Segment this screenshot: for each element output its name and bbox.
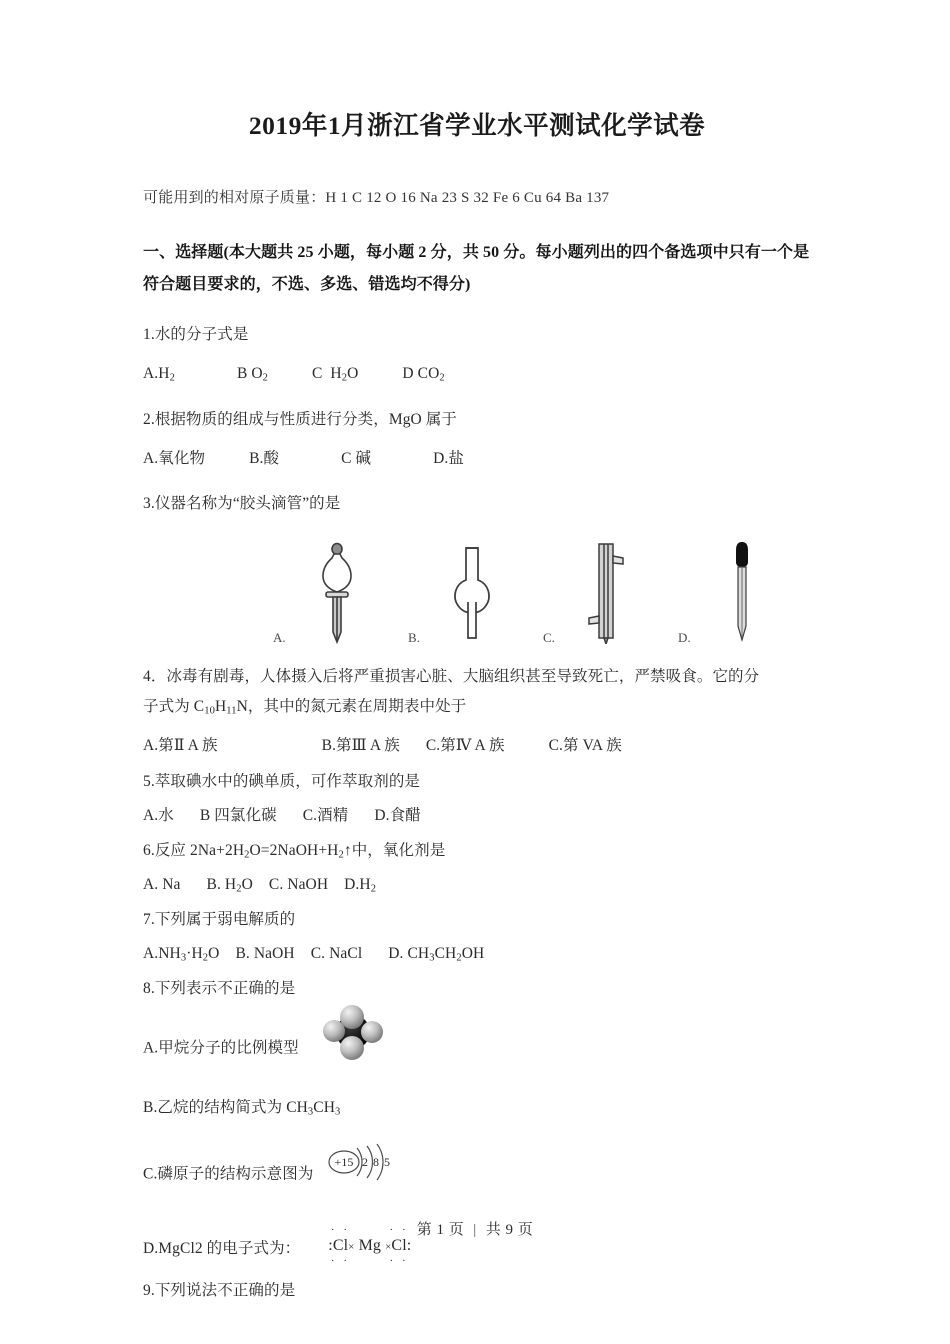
q4-option-d: C.第 VA 族 bbox=[548, 737, 622, 755]
footer-total-pages: 共 9 页 bbox=[485, 1222, 534, 1238]
q4-formula-pre: 子式为 C bbox=[143, 697, 205, 715]
condenser-icon bbox=[579, 540, 635, 644]
q4-option-b: B.第Ⅲ A 族 bbox=[321, 737, 400, 755]
q6-stem-post: O=2NaOH+H bbox=[249, 841, 339, 859]
q4-option-a: A.第Ⅱ A 族 bbox=[143, 737, 218, 755]
q4-sub-c: 10 bbox=[204, 705, 215, 717]
question-6-stem: 6.反应 $2Na+2H_2O=2NaOH+H_2↑$中，氧化剂是 bbox=[143, 841, 446, 861]
mgcl2-left-colon: : bbox=[328, 1236, 333, 1254]
question-3-stem: 3.仪器名称为“胶头滴管”的是 bbox=[143, 495, 341, 513]
question-3-apparatus-row bbox=[143, 534, 811, 646]
q1-option-d: D $CO_2$ bbox=[402, 365, 445, 385]
question-8-option-c-row bbox=[143, 1135, 811, 1215]
mgcl2-cl-left: Cl bbox=[332, 1236, 349, 1254]
separating-funnel-icon bbox=[309, 540, 365, 644]
q5-option-c: C.酒精 bbox=[302, 807, 349, 825]
q8-option-d-label: D.MgCl2 的电子式为： bbox=[143, 1239, 301, 1257]
cl-right-dots-top: · · bbox=[389, 1223, 409, 1236]
page-footer bbox=[0, 1218, 950, 1239]
page-content bbox=[143, 100, 811, 1303]
q6-stem-pre: 6.反应 2Na+2H bbox=[143, 841, 245, 859]
question-7-stem: 7.下列属于弱电解质的 bbox=[143, 910, 296, 928]
q4-option-c: C.第Ⅳ A 族 bbox=[425, 737, 505, 755]
mgcl2-mg: Mg bbox=[358, 1236, 381, 1254]
q7-option-c: C. NaCl bbox=[310, 945, 363, 963]
q7-option-d: D. $CH_3CH_2OH$ bbox=[388, 945, 485, 964]
mgcl2-cl-right: Cl bbox=[391, 1236, 407, 1254]
question-8-option-a-row bbox=[143, 1005, 811, 1093]
methane-model-icon bbox=[321, 1005, 385, 1063]
footer-current-page: 第 1 页 bbox=[416, 1222, 465, 1238]
q8-option-b-pre: B.乙烷的结构简式为 CH bbox=[143, 1098, 308, 1116]
round-bottom-flask-icon bbox=[444, 540, 500, 644]
apparatus-d-label: D. bbox=[678, 630, 691, 646]
apparatus-option-b bbox=[406, 534, 516, 646]
q6-option-c: C. NaOH bbox=[268, 876, 329, 894]
question-8-stem: 8.下列表示不正确的是 bbox=[143, 979, 296, 997]
question-7-options bbox=[143, 941, 811, 967]
q5-option-a: A.水 bbox=[143, 807, 174, 825]
q6-stem-tail: ↑中，氧化剂是 bbox=[343, 841, 446, 859]
question-4-options bbox=[143, 733, 811, 758]
apparatus-a-label: A. bbox=[273, 630, 286, 646]
q1-option-c: C $H_2O$ bbox=[312, 365, 359, 385]
q7-option-b: B. NaOH bbox=[235, 945, 295, 963]
question-5-options bbox=[143, 803, 811, 828]
apparatus-option-a bbox=[271, 534, 381, 646]
cl-left-dots-top: · · bbox=[330, 1223, 351, 1236]
methane-space-filling-model bbox=[321, 1005, 385, 1063]
phos-shell-1: 2 bbox=[362, 1154, 369, 1169]
q8-option-b-mid: CH bbox=[313, 1098, 336, 1116]
q6-option-d: $D.H_2$ bbox=[344, 876, 377, 895]
phos-shell-2: 8 bbox=[373, 1154, 380, 1169]
footer-separator: | bbox=[473, 1222, 477, 1238]
question-2-options bbox=[143, 446, 811, 471]
q2-option-d: D.盐 bbox=[433, 450, 464, 468]
mgcl2-cross-right: × bbox=[385, 1240, 392, 1253]
q2-option-a: A.氧化物 bbox=[143, 450, 206, 468]
phosphorus-atom-structure-diagram bbox=[323, 1135, 409, 1189]
question-9-stem: 9.下列说法不正确的是 bbox=[143, 1281, 296, 1299]
phos-nucleus-label: +15 bbox=[334, 1154, 354, 1169]
mgcl2-cross-left: × bbox=[348, 1240, 355, 1253]
q4-formula-mid: H bbox=[214, 697, 227, 715]
apparatus-b-label: B. bbox=[408, 630, 420, 646]
question-5-stem: 5.萃取碘水中的碘单质，可作萃取剂的是 bbox=[143, 773, 421, 791]
apparatus-c-label: C. bbox=[543, 630, 555, 646]
question-2-stem: 2.根据物质的组成与性质进行分类，MgO 属于 bbox=[143, 411, 458, 429]
question-4-stem-line2 bbox=[143, 694, 811, 720]
question-1-options bbox=[143, 361, 811, 387]
q8-option-a-label: A.甲烷分子的比例模型 bbox=[143, 1039, 299, 1057]
q1-option-a: $A.H_2$ bbox=[143, 365, 175, 385]
q8-option-c-label: C.磷原子的结构示意图为 bbox=[143, 1165, 314, 1183]
q4-formula-post: N，其中的氮元素在周期表中处于 bbox=[236, 697, 467, 715]
q6-option-a: A. Na bbox=[143, 876, 181, 894]
q1-option-b: B $O_2$ bbox=[236, 365, 269, 385]
page-title: 2019年1月浙江省学业水平测试化学试卷 bbox=[248, 111, 706, 140]
mgcl2-right-colon: : bbox=[406, 1236, 412, 1254]
question-8-option-b bbox=[143, 1095, 811, 1121]
phos-shell-3: 5 bbox=[384, 1154, 391, 1169]
cl-right-dots-bot: · · bbox=[389, 1254, 409, 1267]
q4-sub-h: 11 bbox=[226, 705, 237, 717]
question-1-stem: 1.水的分子式是 bbox=[143, 326, 249, 344]
cl-left-dots-bot: · · bbox=[330, 1254, 351, 1267]
q8-b-sub2: 3 bbox=[335, 1106, 341, 1118]
phosphorus-shell-diagram-icon bbox=[323, 1135, 409, 1189]
question-6-options bbox=[143, 872, 811, 898]
question-4-stem-line1: 4．冰毒有剧毒，人体摄入后将严重损害心脏、大脑组织甚至导致死亡，严禁吸食。它的分 bbox=[143, 668, 760, 686]
apparatus-option-c bbox=[541, 534, 651, 646]
q6-option-b: B. $H_2O$ bbox=[206, 876, 253, 895]
q7-option-a: $A.NH_3\cdot H_2O$ bbox=[143, 945, 220, 964]
q5-option-b: B 四氯化碳 bbox=[199, 807, 277, 825]
q2-option-c: C 碱 bbox=[341, 450, 372, 468]
apparatus-option-d bbox=[676, 534, 786, 646]
q8-b-sub1: 3 bbox=[307, 1106, 314, 1118]
rubber-tipped-dropper-icon bbox=[714, 540, 770, 644]
section-heading: 一、选择题(本大题共 25 小题，每小题 2 分，共 50 分。每小题列出的四个备选项中只有一个是符合题目要求的，不选、多选、错选均不得分) bbox=[143, 243, 810, 294]
q2-option-b: B.酸 bbox=[249, 450, 280, 468]
atomic-masses-line: 可能用到的相对原子质量：H 1 C 12 O 16 Na 23 S 32 Fe 6 Cu 64 Ba 137 bbox=[143, 189, 610, 206]
q5-option-d: D.食醋 bbox=[374, 807, 421, 825]
